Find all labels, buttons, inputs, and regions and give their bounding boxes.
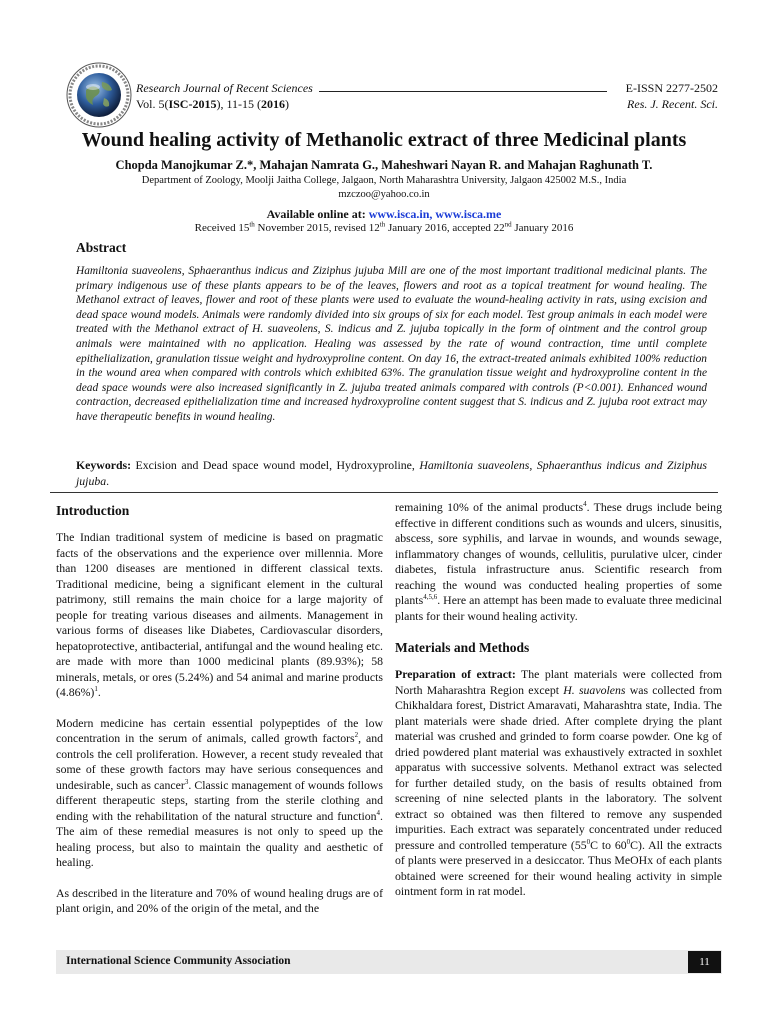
received-text: Received 15: [194, 222, 250, 234]
footer-org: International Science Community Association: [66, 955, 291, 967]
intro-p1-end: .: [97, 685, 101, 699]
journal-name: Research Journal of Recent Sciences: [136, 81, 313, 95]
citation: 1: [94, 685, 98, 694]
intro-paragraph-2: [56, 716, 383, 871]
intro-cont-text: . These drugs include being effective in different conditions such as wounds and ulcers, sinusitis, abscess, sore syphilis, and larvae in wounds, and wounds sewage, inflammatory changes of wounds, cellulitis, purulative ulcer, cinder diabetes, fistula infrastructure anus. Scientific research from reaching the wound was conducted healing properties of some plants: [395, 500, 722, 607]
email: mzczoo@yahoo.co.in: [338, 189, 430, 200]
availability-label: Available online at:: [266, 207, 369, 221]
section-divider: [50, 492, 718, 493]
degree-sup: 0: [586, 837, 591, 846]
intro-paragraph-3: As described in the literature and 70% of wound healing drugs are of plant origin, and 20% of the origin of the metal, and the: [56, 885, 383, 915]
species-name: H. suavolens: [563, 682, 626, 697]
intro-p2-text: . Classic management of wounds follows different therapeutic steps, starting from the sterile clothing and ending with the rehabilitation of the natural structure and function: [56, 777, 383, 823]
ordinal: nd: [504, 220, 512, 229]
citation: 3: [184, 777, 189, 786]
citation: 4: [376, 808, 381, 817]
accepted-text: January 2016, accepted 22: [385, 222, 505, 234]
citation: 4,5,6: [423, 593, 438, 602]
availability-links[interactable]: www.isca.in, www.isca.me: [368, 207, 502, 221]
citation: 2: [354, 731, 359, 740]
methods-text: C to 60: [590, 837, 627, 852]
journal-ids: [626, 80, 718, 112]
intro-p2-text: , and controls the cell proliferation. However, a recent study revealed that some of these growth factors may have serious consequences and undesirable, such as cancer: [56, 731, 383, 792]
intro-paragraph-3-continued: [395, 500, 722, 624]
journal-header: [136, 80, 607, 112]
volume-prefix: Vol. 5(: [136, 97, 169, 111]
header-rule: [319, 81, 607, 92]
revised-text: November 2015, revised 12: [254, 222, 380, 234]
prep-extract-label: Preparation of extract:: [395, 667, 516, 681]
volume-info: [136, 96, 607, 112]
ordinal: th: [379, 220, 386, 229]
keywords-label: Keywords:: [76, 458, 132, 472]
volume-suffix: ): [285, 97, 290, 111]
eissn: E-ISSN 2277-2502: [625, 81, 718, 95]
paper-authors: Chopda Manojkumar Z.*, Mahajan Namrata G., Maheshwari Nayan R. and Mahajan Raghunath T.: [115, 158, 653, 172]
keywords-species: Hamiltonia suaveolens, Sphaeranthus indicus and Ziziphus jujuba: [76, 458, 707, 488]
keywords: [76, 458, 707, 489]
degree-sup: 0: [626, 837, 631, 846]
paper-title: Wound healing activity of Methanolic extract of three Medicinal plants: [81, 129, 687, 151]
affiliation: Department of Zoology, Moolji Jaitha College, Jalgaon, North Maharashtra University, Jalgaon 425002 M.S., India: [141, 175, 627, 186]
intro-cont-text: remaining 10% of the animal products: [395, 500, 584, 514]
right-column: [395, 500, 722, 915]
journal-globe-logo-icon: [66, 62, 132, 128]
accepted-year: January 2016: [511, 222, 574, 234]
citation: 4: [583, 500, 587, 509]
received-dates: [0, 221, 768, 236]
left-column: [56, 500, 383, 932]
page-number: 11: [688, 951, 721, 973]
volume-pages: ), 11-15 (: [216, 97, 262, 111]
ordinal: th: [249, 220, 255, 229]
keywords-plain: Excision and Dead space wound model, Hydroxyproline,: [131, 458, 420, 472]
intro-p2-text: . The aim of these remedial measures is not only to speed up the healing process, but also to maintain the quality and aesthetic of healing.: [56, 808, 383, 869]
abstract-heading: Abstract: [76, 240, 127, 255]
abstract-text: Hamiltonia suaveolens, Sphaeranthus indicus and Ziziphus jujuba Mill are one of the most important traditional medicinal plants. The primary indigenous use of these plants appears to be of the leaves, flowers and root as a topical treatment for wound healing. The Methanol extract of leaves, flower and root of these plants were used to evaluate the wound-healing activity in rats, using excision and dead space wound models. Animals were randomly divided into six groups of six for each model. Test group animals in each model were treated with the Methanol extract of H. suaveolens, S. indicus and Z. jujuba topically in the form of ointment and the control group animals were maintained with no application. Healing was assessed by the rate of wound contraction, time until complete epithelialization, granulation tissue weight and hydroxyproline content. On day 16, the extract-treated animals exhibited 100% reduction in the wound area when compared with controls which exhibited 63%. The granulation tissue weight and hydroxyproline content in the dead space wounds were also increased significantly in Z. jujuba treated animals compared with controls (P<0.001). Enhanced wound contraction, decreased epithelialization time and increased hydroxyproline content suggest that S. indicus and Z. jujuba root extract may have therapeutic benefits in wound healing.: [76, 265, 707, 423]
affiliation-block: [0, 174, 768, 202]
intro-p2-text: Modern medicine has certain essential polypeptides of the low concentration in the serum of animals, called growth factors: [56, 715, 383, 745]
volume-issue: ISC-2015: [168, 97, 217, 111]
methods-text: The plant materials were collected from North Maharashtra Region except: [395, 667, 722, 697]
intro-paragraph-1: [56, 530, 383, 701]
methods-heading: Materials and Methods: [395, 640, 530, 655]
methods-text: C). All the extracts of plants were preserved in a desiccator. Thus MeOHx of each plants obtained were screened for their wound healing activity in simple ointment form in rat model.: [395, 837, 722, 898]
keywords-end: .: [106, 473, 110, 488]
methods-paragraph: [395, 667, 722, 900]
volume-year: 2016: [261, 97, 286, 111]
intro-p1-text: The Indian traditional system of medicine is based on pragmatic facts of the observations and the experience over millennia. More than 1200 diseases are mentioned in different classical texts. Traditional medicine, being a significant element in the cultural patrimony, still remains the main choice for a large majority of people for treating various diseases and ailments. Management in various forms of diseases like Diabetes, Cardiovascular disorders, hepatoprotective, antibacterial, antifungal and the wound healing etc. are made with more than 1000 medicinal plants (89.93%); 58 minerals, metals, or ores (5.24%) and 54 animal and marine products (4.86%): [56, 530, 383, 699]
journal-abbrev: Res. J. Recent. Sci.: [627, 97, 718, 111]
methods-text: was collected from Chikhaldara forest, District Amaravati, Maharashtra state, India. The plant materials were shade dried. After complete drying the plant material was crushed and grinded to form coarse powder. One kg of dried powdered plant material was exhaustively extracted in soxhlet apparatus with successive solvents. Methanol extract was selected for further detailed study, on the basis of results obtained from screening of nine selected plants in the laboratory. The solvent extract so obtained was then filtered to remove any suspended impurities. Each extract was separately concentrated under reduced pressure and controlled temperature (55: [395, 682, 722, 852]
introduction-heading: Introduction: [56, 503, 130, 518]
footer-bar: [56, 950, 722, 974]
intro-cont-text: . Here an attempt has been made to evaluate three medicinal plants for their wound healing activity.: [395, 593, 722, 623]
